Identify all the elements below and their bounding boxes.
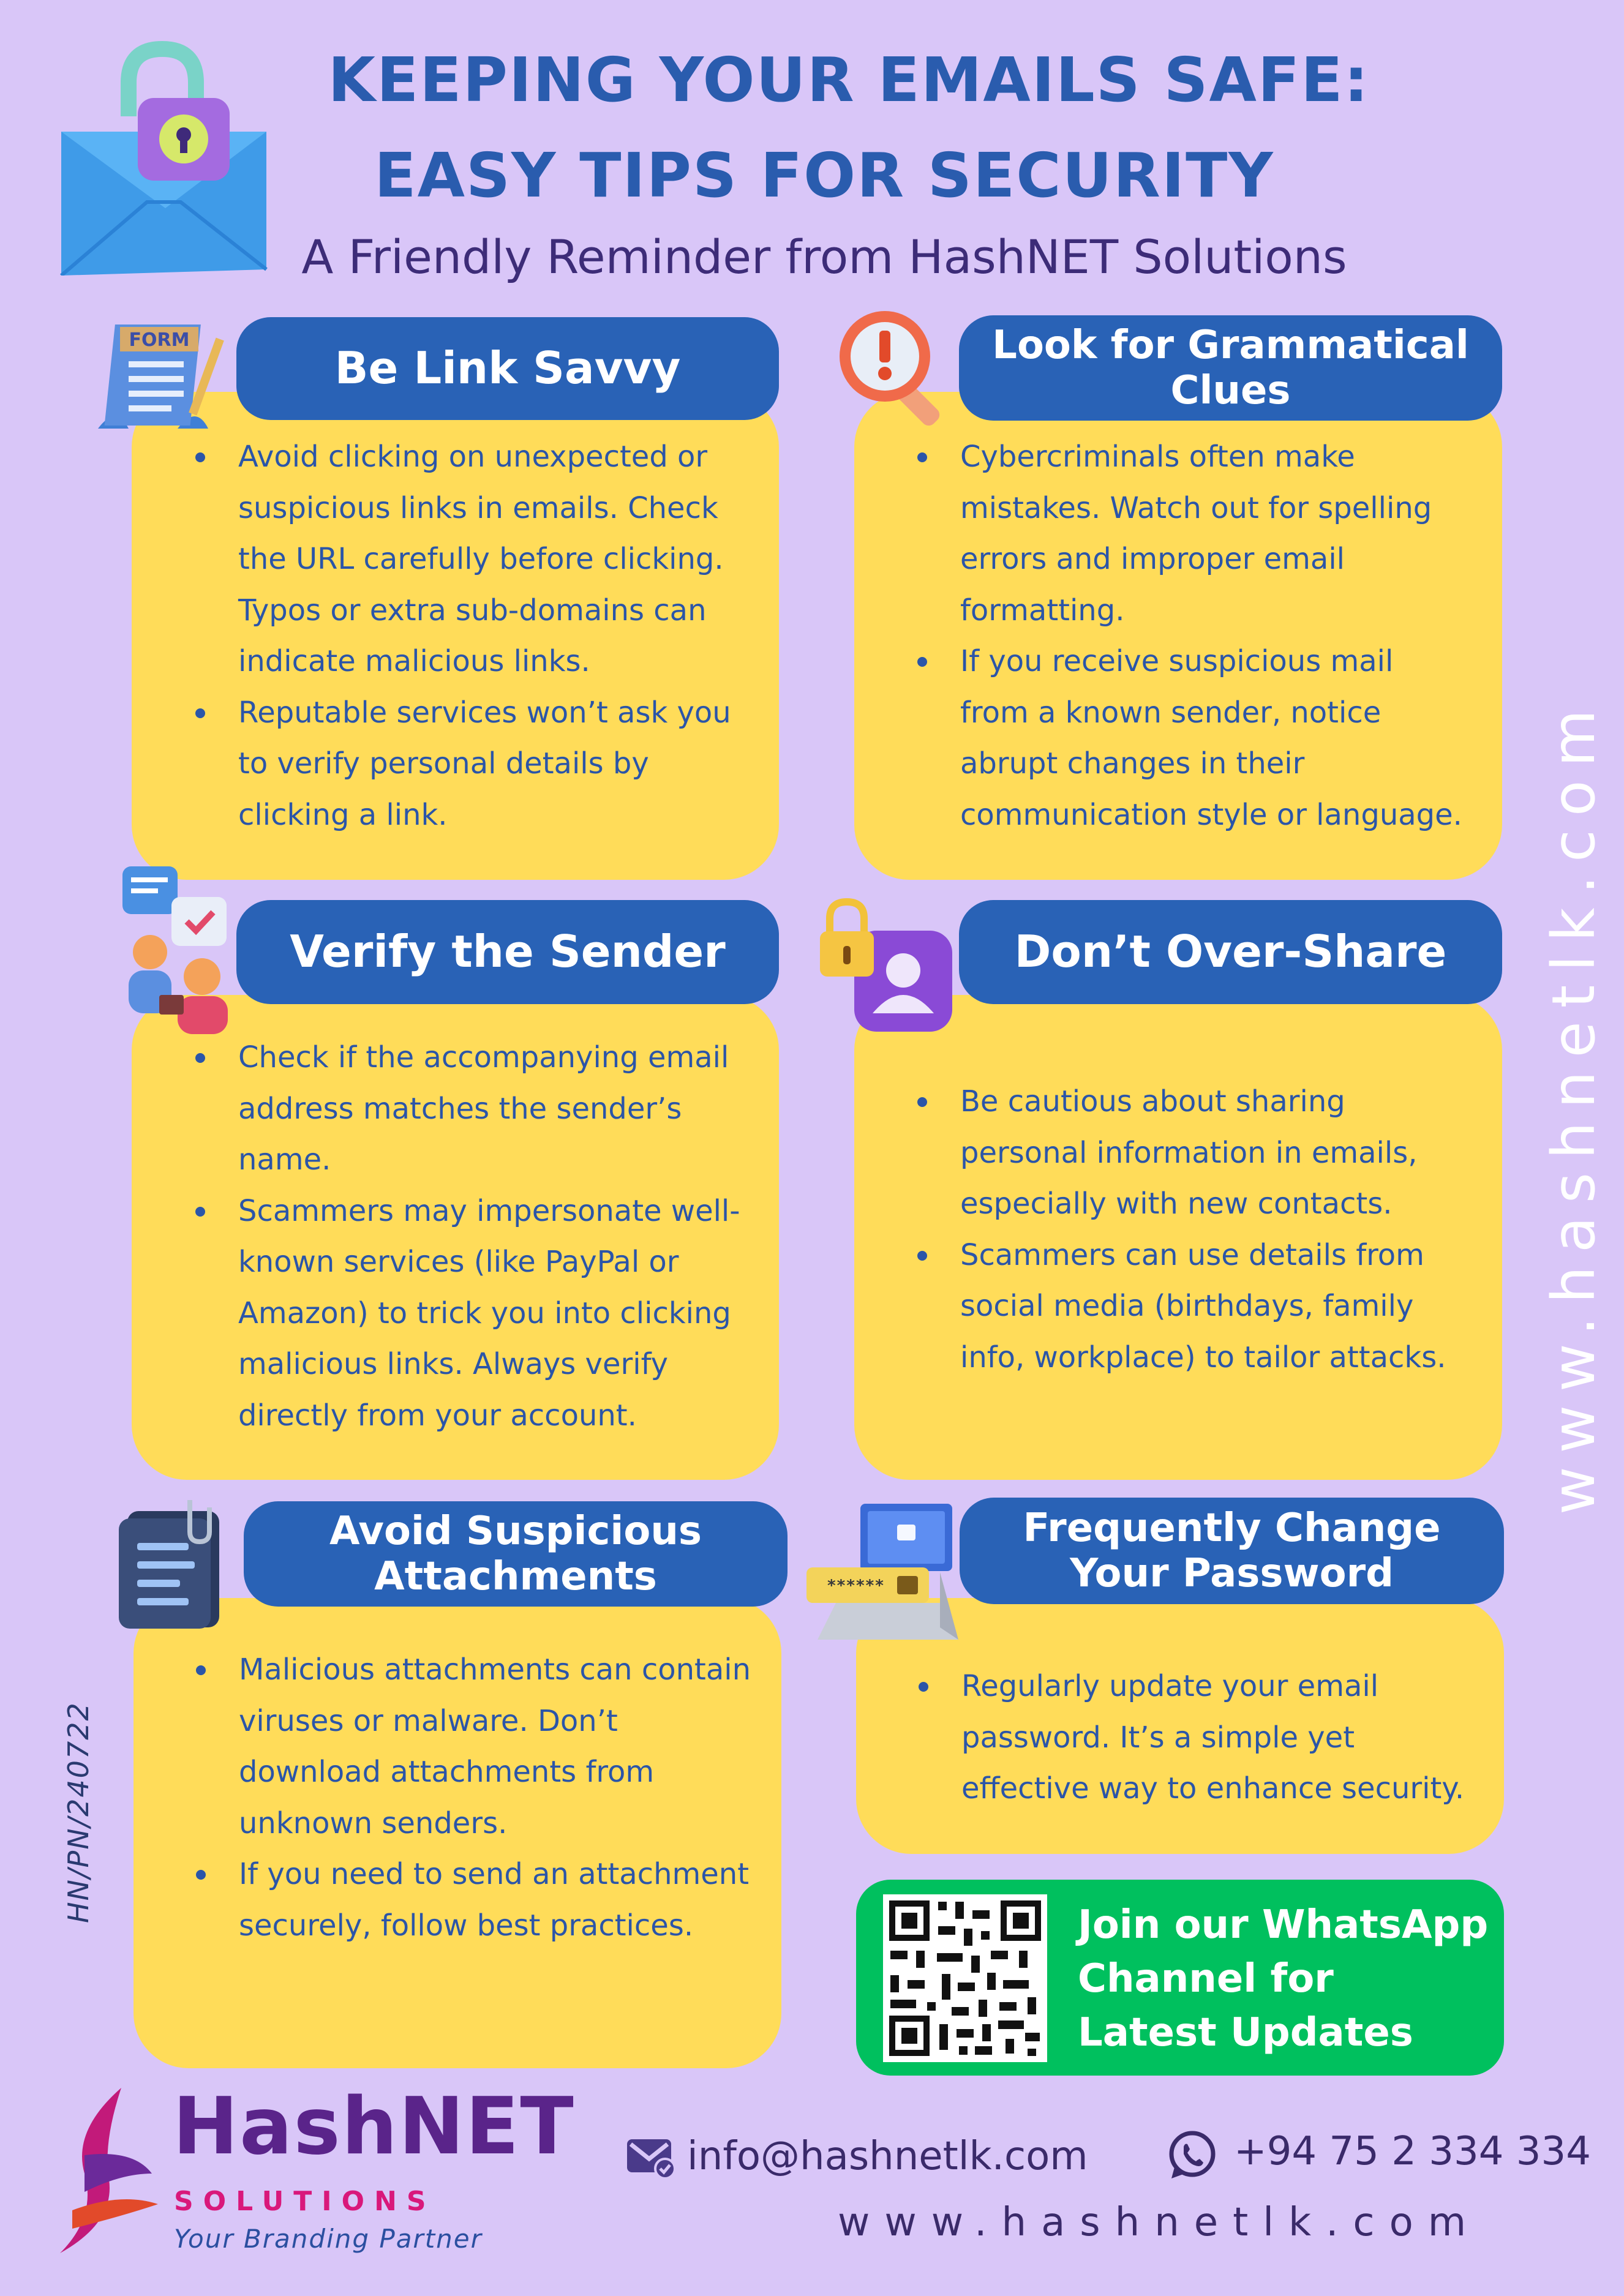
bullet: Regularly update your email password. It’s a simple yet effective way to enhance security. [961, 1661, 1482, 1815]
bullet: Be cautious about sharing personal information in emails, especially with new contacts. [960, 1076, 1481, 1230]
qr-code[interactable] [883, 1894, 1047, 2062]
bullet: If you receive suspicious mail from a known sender, notice abrupt changes in their communication style or language. [960, 636, 1468, 841]
bullet: Scammers may impersonate well-known services (like PayPal or Amazon) to trick you into clicking malicious links. Always verify directly from your account. [238, 1186, 746, 1442]
svg-text:FORM: FORM [129, 329, 190, 351]
whatsapp-icon [1167, 2129, 1218, 2181]
card-title-link-savvy: Be Link Savvy [236, 317, 779, 420]
website-link[interactable]: www.hashnetlk.com [838, 2200, 1481, 2245]
website-vertical: www.hashnetlk.com [1539, 696, 1608, 1515]
card-body-password [961, 1661, 1482, 1815]
card-body-attachments [239, 1645, 753, 1951]
document-clip-icon [110, 1494, 239, 1635]
card-title-attachments: Avoid Suspicious Attachments [244, 1501, 788, 1607]
whatsapp-channel-box[interactable] [856, 1880, 1504, 2076]
bullet: Reputable services won’t ask you to verify personal details by clicking a link. [238, 688, 740, 841]
card-title-over-share: Don’t Over-Share [959, 900, 1502, 1004]
card-title-password: Frequently Change Your Password [960, 1498, 1504, 1604]
card-body-verify-sender [238, 1032, 746, 1441]
form-icon [92, 312, 233, 441]
bullet: Avoid clicking on unexpected or suspicious links in emails. Check the URL carefully before clicking. Typos or extra sub-domains can indicate malicious links. [238, 432, 740, 688]
locked-profile-icon [811, 891, 958, 1038]
brand-tagline: Your Branding Partner [174, 2224, 483, 2254]
bullet: Check if the accompanying email address matches the sender’s name. [238, 1032, 746, 1186]
title-line-1: KEEPING YOUR EMAILS SAFE: [328, 44, 1370, 116]
brand-name: HashNET [173, 2081, 575, 2172]
phone-number[interactable]: +94 75 2 334 334 [1234, 2129, 1591, 2174]
title-line-2: EASY TIPS FOR SECURITY [374, 140, 1274, 211]
card-body-grammar [960, 432, 1468, 841]
bullet: If you need to send an attachment securely, follow best practices. [239, 1849, 753, 1951]
email-link[interactable]: info@hashnetlk.com [687, 2134, 1088, 2179]
card-body-link-savvy [238, 432, 740, 841]
bullet: Cybercriminals often make mistakes. Watch out for spelling errors and improper email formatting. [960, 432, 1468, 636]
card-body-over-share [960, 1076, 1481, 1383]
svg-text:******: ****** [827, 1577, 884, 1595]
laptop-password-icon [799, 1499, 964, 1646]
people-chat-icon [116, 860, 239, 1038]
subtitle: A Friendly Reminder from HashNET Solutions [301, 230, 1347, 284]
bullet: Scammers can use details from social media (birthdays, family info, workplace) to tailor attacks. [960, 1230, 1481, 1384]
hashnet-logo-icon [48, 2082, 170, 2259]
whatsapp-cta-text[interactable]: Join our WhatsApp Channel for Latest Updates [1078, 1902, 1489, 2055]
bullet: Malicious attachments can contain viruses or malware. Don’t download attachments from unknown senders. [239, 1645, 753, 1849]
mail-icon [625, 2136, 676, 2180]
card-title-verify-sender: Verify the Sender [236, 900, 779, 1004]
card-title-grammar: Look for Grammatical Clues [959, 315, 1502, 421]
magnifier-warning-icon [827, 301, 968, 436]
document-code: HN/PN/240722 [62, 1701, 95, 1923]
brand-sub: SOLUTIONS [174, 2186, 436, 2217]
